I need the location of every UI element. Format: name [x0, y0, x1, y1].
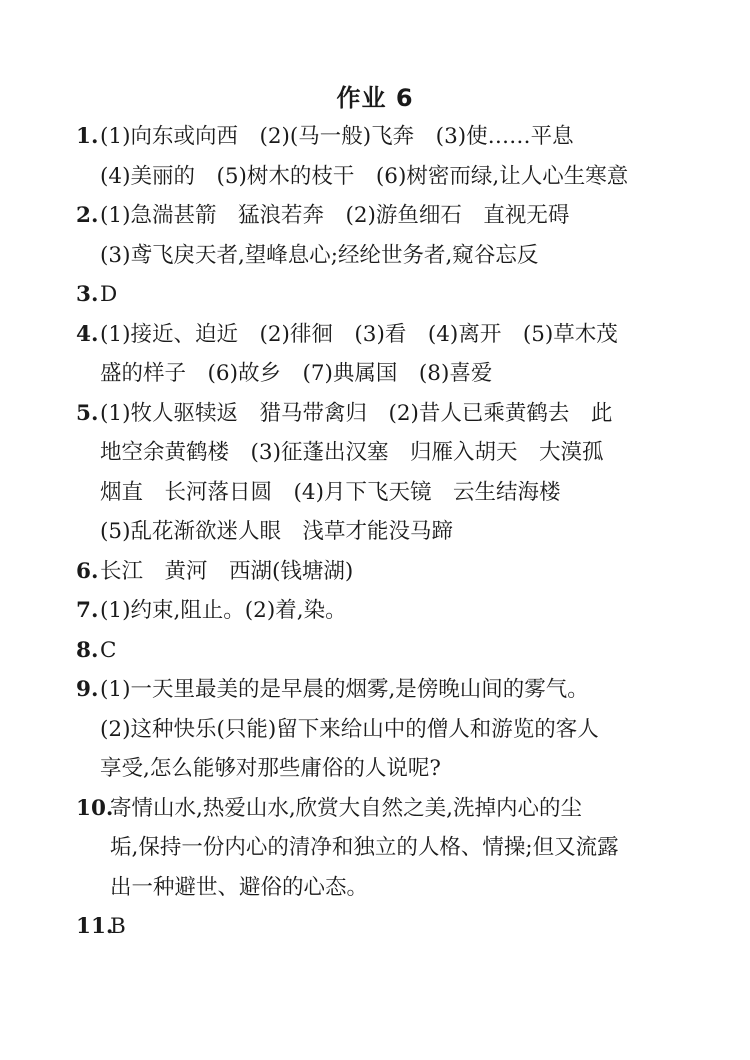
answer-number: 9. — [76, 677, 99, 702]
answer-line: (1)接近、迫近 (2)徘徊 (3)看 (4)离开 (5)草木茂 — [100, 321, 618, 347]
answer-text — [76, 394, 680, 552]
page-title: 作业 6 — [336, 84, 414, 112]
answer-text — [76, 196, 680, 275]
answer-line: 地空余黄鹤楼 (3)征蓬出汉塞 归雁入胡天 大漠孤 — [100, 440, 604, 465]
answer-item — [76, 275, 680, 315]
answer-text — [76, 117, 680, 196]
answer-item — [76, 394, 680, 552]
answer-number: 2. — [76, 203, 99, 228]
answer-text — [76, 315, 680, 394]
answer-line: 烟直 长河落日圆 (4)月下飞天镜 云生结海楼 — [100, 479, 561, 505]
answer-number: 10. — [76, 795, 114, 821]
answer-line: (1)一天里最美的是早晨的烟雾,是傍晚山间的雾气。 — [100, 677, 589, 702]
answer-item — [76, 117, 680, 196]
answer-number: 11. — [76, 914, 114, 939]
answer-line: 长江 黄河 西湖(钱塘湖) — [100, 558, 354, 584]
answer-item — [76, 591, 680, 631]
answer-number: 7. — [76, 598, 99, 623]
answer-item — [76, 907, 680, 947]
answer-text — [76, 670, 680, 789]
answer-line: 享受,怎么能够对那些庸俗的人说呢? — [100, 756, 441, 781]
answer-line: (1)急湍甚箭 猛浪若奔 (2)游鱼细石 直视无碍 — [100, 203, 570, 228]
answer-item — [76, 631, 680, 671]
answer-text — [76, 907, 680, 947]
answer-line: 寄情山水,热爱山水,欣赏大自然之美,洗掉内心的尘 — [110, 795, 583, 821]
answer-list — [76, 117, 680, 947]
answer-item — [76, 789, 680, 908]
answer-item — [76, 315, 680, 394]
answer-item — [76, 670, 680, 789]
answer-item — [76, 196, 680, 275]
answer-line: B — [110, 914, 126, 939]
answer-line: 垢,保持一份内心的清净和独立的人格、情操;但又流露 — [110, 835, 619, 860]
answer-number: 5. — [76, 400, 99, 426]
answer-line: C — [100, 637, 117, 663]
answer-line: (5)乱花渐欲迷人眼 浅草才能没马蹄 — [100, 519, 453, 544]
answer-text — [76, 631, 680, 671]
answer-item — [76, 552, 680, 592]
answer-number: 6. — [76, 558, 99, 584]
answer-line: (1)向东或向西 (2)(马一般)飞奔 (3)使……平息 — [100, 124, 574, 149]
answer-line: (4)美丽的 (5)树木的枝干 (6)树密而绿,让人心生寒意 — [100, 163, 629, 189]
answer-line: (1)牧人驱犊返 猎马带禽归 (2)昔人已乘黄鹤去 此 — [100, 400, 613, 426]
answer-line: D — [100, 282, 118, 307]
answer-text — [76, 552, 680, 592]
answer-line: 盛的样子 (6)故乡 (7)典属国 (8)喜爱 — [100, 361, 493, 386]
answer-text — [76, 275, 680, 315]
answer-number: 4. — [76, 321, 99, 347]
answer-line: (3)鸢飞戾天者,望峰息心;经纶世务者,窥谷忘反 — [100, 242, 539, 268]
answer-text — [76, 789, 680, 908]
answer-line: (1)约束,阻止。(2)着,染。 — [100, 598, 347, 623]
answer-line: 出一种避世、避俗的心态。 — [110, 874, 369, 900]
answer-text — [76, 591, 680, 631]
answer-number: 8. — [76, 637, 99, 663]
answer-number: 3. — [76, 282, 99, 307]
answer-line: (2)这种快乐(只能)留下来给山中的僧人和游览的客人 — [100, 716, 599, 742]
answer-number: 1. — [76, 124, 99, 149]
